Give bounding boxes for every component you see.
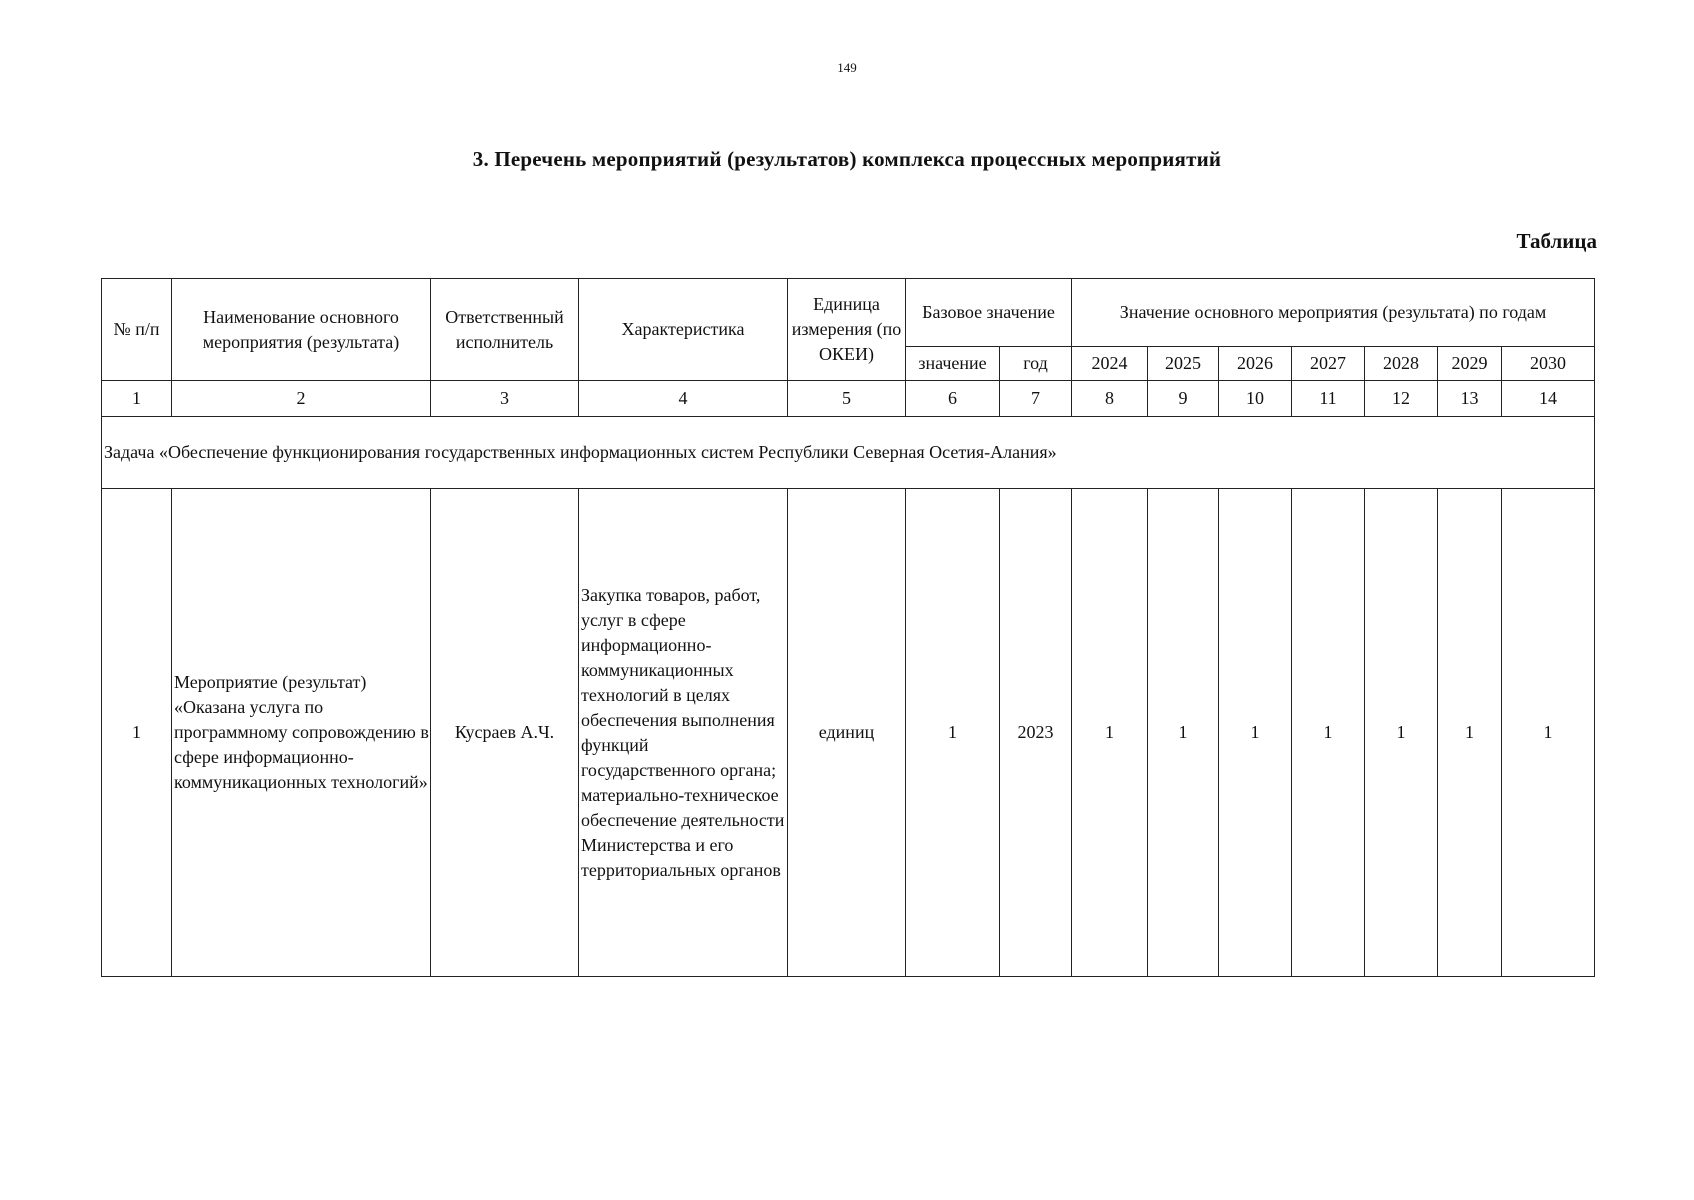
column-number: 6 [906, 381, 1000, 417]
row-year-value: 1 [1438, 489, 1502, 977]
row-year-value: 1 [1072, 489, 1148, 977]
column-number: 4 [579, 381, 788, 417]
row-year-value: 1 [1219, 489, 1292, 977]
row-year-value: 1 [1292, 489, 1365, 977]
header-year: 2027 [1292, 347, 1365, 381]
column-number: 14 [1502, 381, 1595, 417]
column-number: 1 [102, 381, 172, 417]
column-number: 13 [1438, 381, 1502, 417]
header-num: № п/п [102, 279, 172, 381]
page-number: 149 [837, 60, 857, 75]
header-characteristic: Характеристика [579, 279, 788, 381]
task-cell: Задача «Обеспечение функционирования государственных информационных систем Республики Северная Осетия-Алания» [102, 417, 1595, 489]
column-number: 5 [788, 381, 906, 417]
header-year: 2028 [1365, 347, 1438, 381]
document-title: 3. Перечень мероприятий (результатов) комплекса процессных мероприятий [472, 147, 1222, 171]
header-unit: Единица измерения (по ОКЕИ) [788, 279, 906, 381]
header-year: 2030 [1502, 347, 1595, 381]
header-base-year: год [1000, 347, 1072, 381]
row-characteristic: Закупка товаров, работ, услуг в сфере информационно-коммуникационных технологий в целях обеспечения выполнения функций государственного органа; материально-техническое обеспечение деятельности Министерства и его территориальных органов [579, 489, 788, 977]
header-base: Базовое значение [906, 279, 1072, 347]
column-number-row [102, 381, 1595, 417]
row-measure-name: Мероприятие (результат) «Оказана услуга по программному сопровождению в сфере информационно-коммуникационных технологий» [172, 489, 431, 977]
row-year-value: 1 [1502, 489, 1595, 977]
table-row [102, 489, 1595, 977]
header-year: 2024 [1072, 347, 1148, 381]
header-name: Наименование основного мероприятия (результата) [172, 279, 431, 381]
column-number: 11 [1292, 381, 1365, 417]
column-number: 3 [431, 381, 579, 417]
column-number: 8 [1072, 381, 1148, 417]
row-unit: единиц [788, 489, 906, 977]
column-number: 2 [172, 381, 431, 417]
column-number: 7 [1000, 381, 1072, 417]
header-year: 2029 [1438, 347, 1502, 381]
row-year-value: 1 [1365, 489, 1438, 977]
header-executor: Ответственный исполнитель [431, 279, 579, 381]
header-base-value: значение [906, 347, 1000, 381]
row-base-year: 2023 [1000, 489, 1072, 977]
header-row-top [102, 279, 1595, 347]
header-year: 2026 [1219, 347, 1292, 381]
header-year: 2025 [1148, 347, 1219, 381]
measures-table [101, 278, 1595, 977]
column-number: 9 [1148, 381, 1219, 417]
row-year-value: 1 [1148, 489, 1219, 977]
row-executor: Кусраев А.Ч. [431, 489, 579, 977]
row-base-value: 1 [906, 489, 1000, 977]
column-number: 12 [1365, 381, 1438, 417]
column-number: 10 [1219, 381, 1292, 417]
header-values-by-year: Значение основного мероприятия (результата) по годам [1072, 279, 1595, 347]
task-row [102, 417, 1595, 489]
table-caption: Таблица [1516, 229, 1597, 253]
row-num: 1 [102, 489, 172, 977]
